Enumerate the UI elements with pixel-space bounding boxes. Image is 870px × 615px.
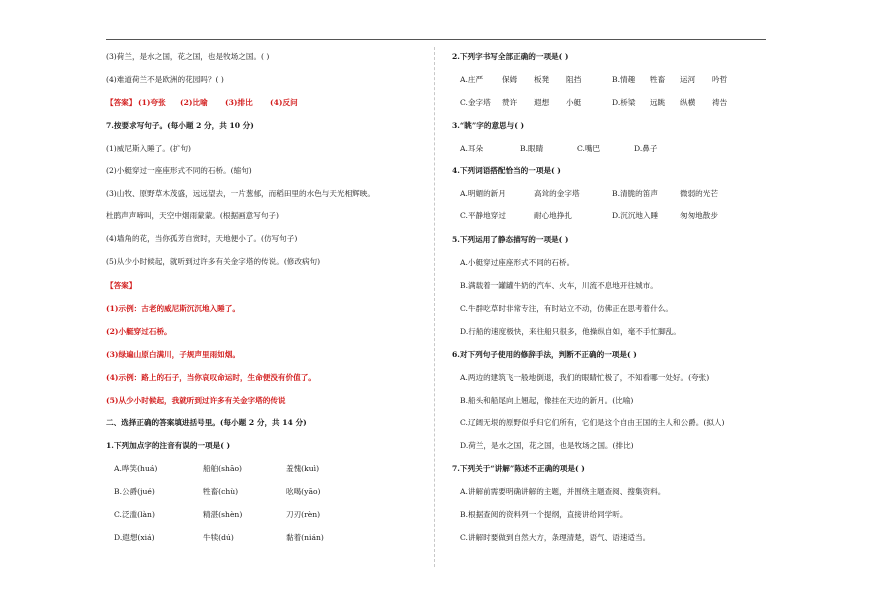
answer2-item-5: (5)从少小时候起，我就听到过许多有关金字塔的传说	[106, 396, 286, 405]
q6-option-c: C.辽阔无垠的原野似乎归它们所有，它们是这个自由王国的主人和公爵。(拟人)	[460, 418, 725, 427]
q3-option-b: B.眼睛	[520, 144, 544, 153]
q1-option-a-3: 羞愧(kuì)	[286, 464, 320, 473]
answer-item-3: (3)排比	[225, 98, 253, 107]
q4-opt-b-1: B.清脆的笛声	[612, 189, 658, 198]
q7-item-4: (4)墙角的花，当你孤芳自赏时，天地便小了。(仿写句子)	[106, 234, 298, 243]
q1-option-c-2: 精湛(shèn)	[203, 510, 243, 519]
q2-opt-a-2: 保姆	[502, 75, 518, 84]
answer2-item-1: (1)示例：古老的威尼斯沉沉地入睡了。	[106, 304, 240, 313]
q2-opt-c-3: 遐想	[534, 98, 550, 107]
q4-opt-a-1: A.明媚的新月	[460, 189, 506, 198]
answer-item-4: (4)反问	[270, 98, 298, 107]
q6-option-d: D.荷兰，是水之国，花之国，也是牧场之国。(排比)	[460, 441, 634, 450]
q2-opt-d-4: 祷告	[712, 98, 728, 107]
q7r-option-c: C.讲解时要做到自然大方，条理清楚，语气、语速适当。	[460, 533, 651, 542]
answer-item-2: (2)比喻	[180, 98, 208, 107]
q1-option-d: D.遐想(xiá)	[114, 533, 155, 542]
q1-option-c-3: 刀刃(rèn)	[286, 510, 321, 519]
q2-opt-c-1: C.金字塔	[460, 98, 491, 107]
q4-opt-d-2: 匆匆地散步	[680, 211, 718, 220]
q7-item-2: (2)小艇穿过一座座形式不同的石桥。(缩句)	[106, 166, 252, 175]
q7-item-1: (1)威尼斯入睡了。(扩句)	[106, 144, 192, 153]
q1-option-c: C.泛滥(làn)	[114, 510, 155, 519]
q5-option-a: A.小艇穿过座座形式不同的石桥。	[460, 258, 575, 267]
q5-title: 5.下列运用了静态描写的一项是( )	[452, 235, 569, 244]
q4-opt-b-2: 微弱的光芒	[680, 189, 718, 198]
answer2-label: 【答案】	[106, 281, 137, 290]
q4-opt-c-2: 耐心地挣扎	[534, 211, 572, 220]
q1-option-a: A.哗笑(huá)	[114, 464, 158, 473]
q6-option-a: A.两边的建筑飞一般地倒退，我们的眼睛忙极了，不知看哪一处好。(夸张)	[460, 373, 710, 382]
answer2-item-2: (2)小艇穿过石桥。	[106, 327, 172, 336]
q7r-option-a: A.讲解前需要明确讲解的主题，并围绕主题查阅、搜集资料。	[460, 487, 666, 496]
answer-item-1: (1)夸张	[138, 98, 166, 107]
q1-option-a-2: 船舶(shāo)	[203, 464, 242, 473]
q1-option-b-2: 牲畜(chù)	[203, 487, 239, 496]
answer2-item-3: (3)绿遍山原白满川，子规声里雨如烟。	[106, 350, 240, 359]
q5-option-d: D.行船的速度极快，来往船只很多，他操纵自如，毫不手忙脚乱。	[460, 327, 681, 336]
q2-opt-c-2: 赞许	[502, 98, 518, 107]
q4-opt-c-1: C.平静地穿过	[460, 211, 506, 220]
q4-title: 4.下列词语搭配恰当的一项是( )	[452, 166, 561, 175]
q7r-title: 7.下列关于“讲解”陈述不正确的项是( )	[452, 464, 585, 473]
q2-opt-a-3: 板凳	[534, 75, 550, 84]
q7-item-5: (5)从少小时候起，就听到过许多有关金字塔的传说。(修改病句)	[106, 257, 321, 266]
q2-opt-d-3: 纵横	[680, 98, 696, 107]
answer2-item-4: (4)示例：路上的石子，当你哀叹命运时，生命便没有价值了。	[106, 373, 316, 382]
q6-option-b: B.船头和船尾向上翘起，像挂在天边的新月。(比喻)	[460, 396, 634, 405]
q1-option-d-2: 牛犊(dú)	[203, 533, 234, 542]
q6-item-3: (3)荷兰，是水之国，花之国，也是牧场之国。( )	[106, 52, 270, 61]
q4-opt-a-2: 高耸的金字塔	[534, 189, 580, 198]
q5-option-c: C.牛群吃草时非常专注，有时站立不动，仿佛正在思考着什么。	[460, 304, 673, 313]
q3-option-d: D.鼻子	[634, 144, 658, 153]
q2-opt-d-2: 远眺	[650, 98, 666, 107]
q1-title: 1.下列加点字的注音有误的一项是( )	[106, 441, 231, 450]
q2-opt-b-4: 吟哲	[712, 75, 728, 84]
q2-opt-d-1: D.桥梁	[612, 98, 636, 107]
answer-label: 【答案】	[106, 98, 137, 107]
q1-option-b: B.公爵(jué)	[114, 487, 155, 496]
q7-item-3-cont: 杜鹃声声啼叫，天空中烟雨蒙蒙。(根据画意写句子)	[106, 211, 279, 220]
q3-option-c: C.嘴巴	[577, 144, 601, 153]
q2-opt-b-3: 运河	[680, 75, 696, 84]
section2-title: 二、选择正确的答案填进括号里。(每小题 2 分，共 14 分)	[106, 418, 307, 427]
q7-title: 7.按要求写句子。(每小题 2 分，共 10 分)	[106, 121, 254, 130]
q2-opt-b-2: 牲畜	[650, 75, 666, 84]
q3-option-a: A.耳朵	[460, 144, 484, 153]
column-divider	[434, 47, 435, 567]
q4-opt-d-1: D.沉沉地入睡	[612, 211, 659, 220]
q1-option-b-3: 吆喝(yāo)	[286, 487, 321, 496]
q2-opt-b-1: B.情趣	[612, 75, 636, 84]
q3-title: 3.“眺”字的意思与( )	[452, 121, 525, 130]
q2-opt-a-4: 阻挡	[566, 75, 582, 84]
q7-item-3: (3)山牧、原野草木茂盛，远远望去，一片葱郁，而稻田里的水色与天光相辉映。	[106, 189, 375, 198]
q5-option-b: B.满载着一罐罐牛奶的汽车、火车，川流不息地开往城市。	[460, 281, 658, 290]
q2-opt-c-4: 小艇	[566, 98, 582, 107]
q2-title: 2.下列字书写全部正确的一项是( )	[452, 52, 569, 61]
q6-item-4: (4)难道荷兰不是欧洲的花园吗？( )	[106, 75, 224, 84]
q2-opt-a-1: A.庄严	[460, 75, 484, 84]
q7r-option-b: B.根据查阅的资料列一个提纲，直接讲给同学听。	[460, 510, 628, 519]
top-rule	[106, 39, 766, 40]
q1-option-d-3: 黏着(nián)	[286, 533, 324, 542]
q6-title: 6.对下列句子使用的修辞手法，判断不正确的一项是( )	[452, 350, 637, 359]
